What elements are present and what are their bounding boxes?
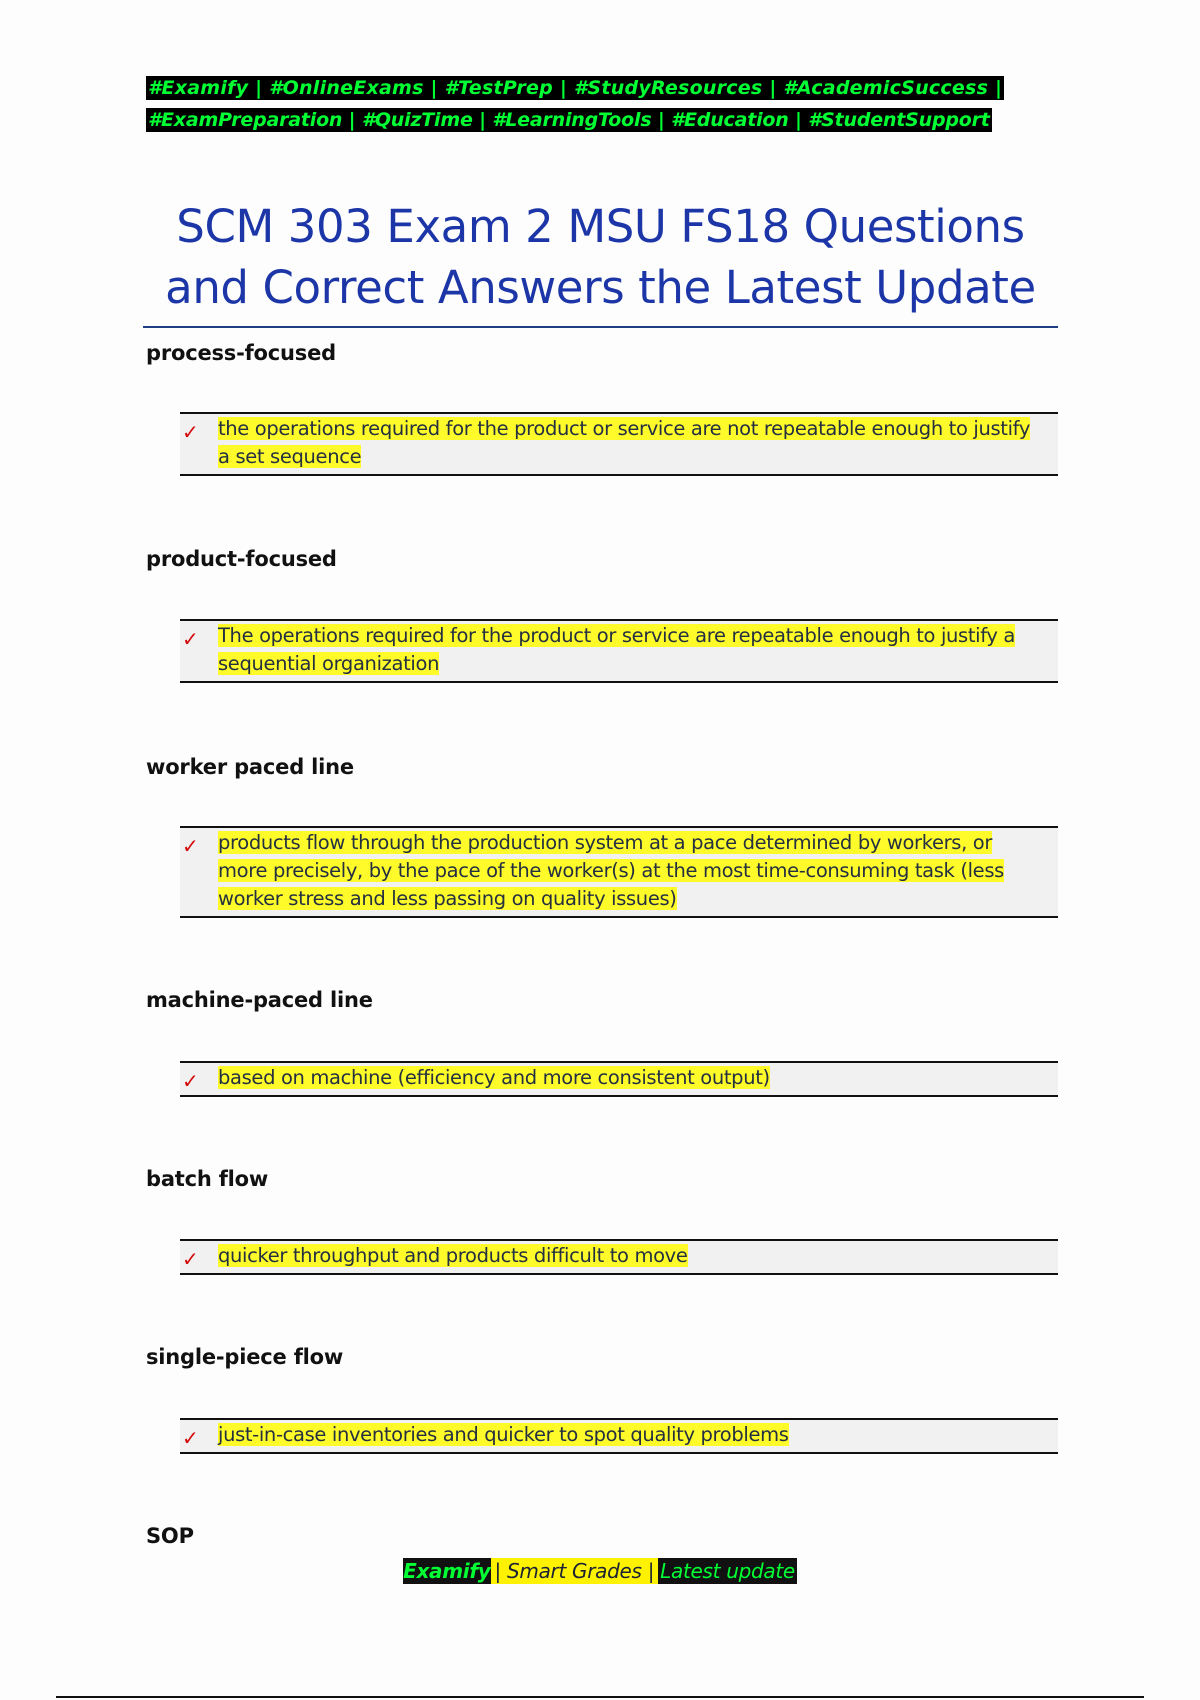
checkmark-icon: ✓ — [182, 1069, 199, 1093]
answer-box-single-piece-flow — [180, 1418, 1058, 1454]
answer-box-process-focused — [180, 412, 1058, 476]
footer-smart-grades: | Smart Grades | — [491, 1558, 659, 1584]
title-line-2: and Correct Answers the Latest Update — [165, 261, 1036, 314]
answer-text: based on machine (efficiency and more consistent output) — [218, 1066, 770, 1089]
checkmark-icon: ✓ — [182, 1426, 199, 1450]
page-title — [143, 196, 1058, 318]
term-product-focused: product-focused — [146, 547, 337, 571]
answer-text: products flow through the production system at a pace determined by workers, or more precisely, by the pace of the worker(s) at the most time-consuming task (less worker stress and less passing on quality issues) — [218, 831, 1004, 910]
term-sop: SOP — [146, 1524, 194, 1548]
bottom-divider — [56, 1696, 1144, 1698]
term-process-focused: process-focused — [146, 341, 336, 365]
title-line-1: SCM 303 Exam 2 MSU FS18 Questions — [176, 200, 1025, 253]
answer-text: The operations required for the product or service are repeatable enough to justify a sequential organization — [218, 624, 1016, 675]
answer-text: just-in-case inventories and quicker to spot quality problems — [218, 1423, 789, 1446]
answer-box-batch-flow — [180, 1239, 1058, 1275]
footer-latest-update: Latest update — [660, 1559, 795, 1583]
answer-box-machine-paced-line — [180, 1061, 1058, 1097]
checkmark-icon: ✓ — [182, 834, 199, 858]
term-single-piece-flow: single-piece flow — [146, 1345, 344, 1369]
answer-text: quicker throughput and products difficult to move — [218, 1244, 688, 1267]
answer-text: the operations required for the product or service are not repeatable enough to justify a set sequence — [218, 417, 1031, 468]
page-footer — [0, 1556, 1200, 1586]
title-underline — [143, 326, 1058, 328]
checkmark-icon: ✓ — [182, 420, 199, 444]
term-machine-paced-line: machine-paced line — [146, 988, 373, 1012]
hashtag-header — [146, 72, 1056, 136]
term-batch-flow: batch flow — [146, 1167, 269, 1191]
hashtags-line-2: #ExamPreparation | #QuizTime | #LearningTools | #Education | #StudentSupport — [148, 109, 990, 131]
term-worker-paced-line: worker paced line — [146, 755, 354, 779]
checkmark-icon: ✓ — [182, 1247, 199, 1271]
footer-brand: Examify — [403, 1559, 491, 1583]
answer-box-product-focused — [180, 619, 1058, 683]
answer-box-worker-paced-line — [180, 826, 1058, 918]
checkmark-icon: ✓ — [182, 627, 199, 651]
hashtags-line-1: #Examify | #OnlineExams | #TestPrep | #StudyResources | #AcademicSuccess | — [148, 77, 1003, 99]
